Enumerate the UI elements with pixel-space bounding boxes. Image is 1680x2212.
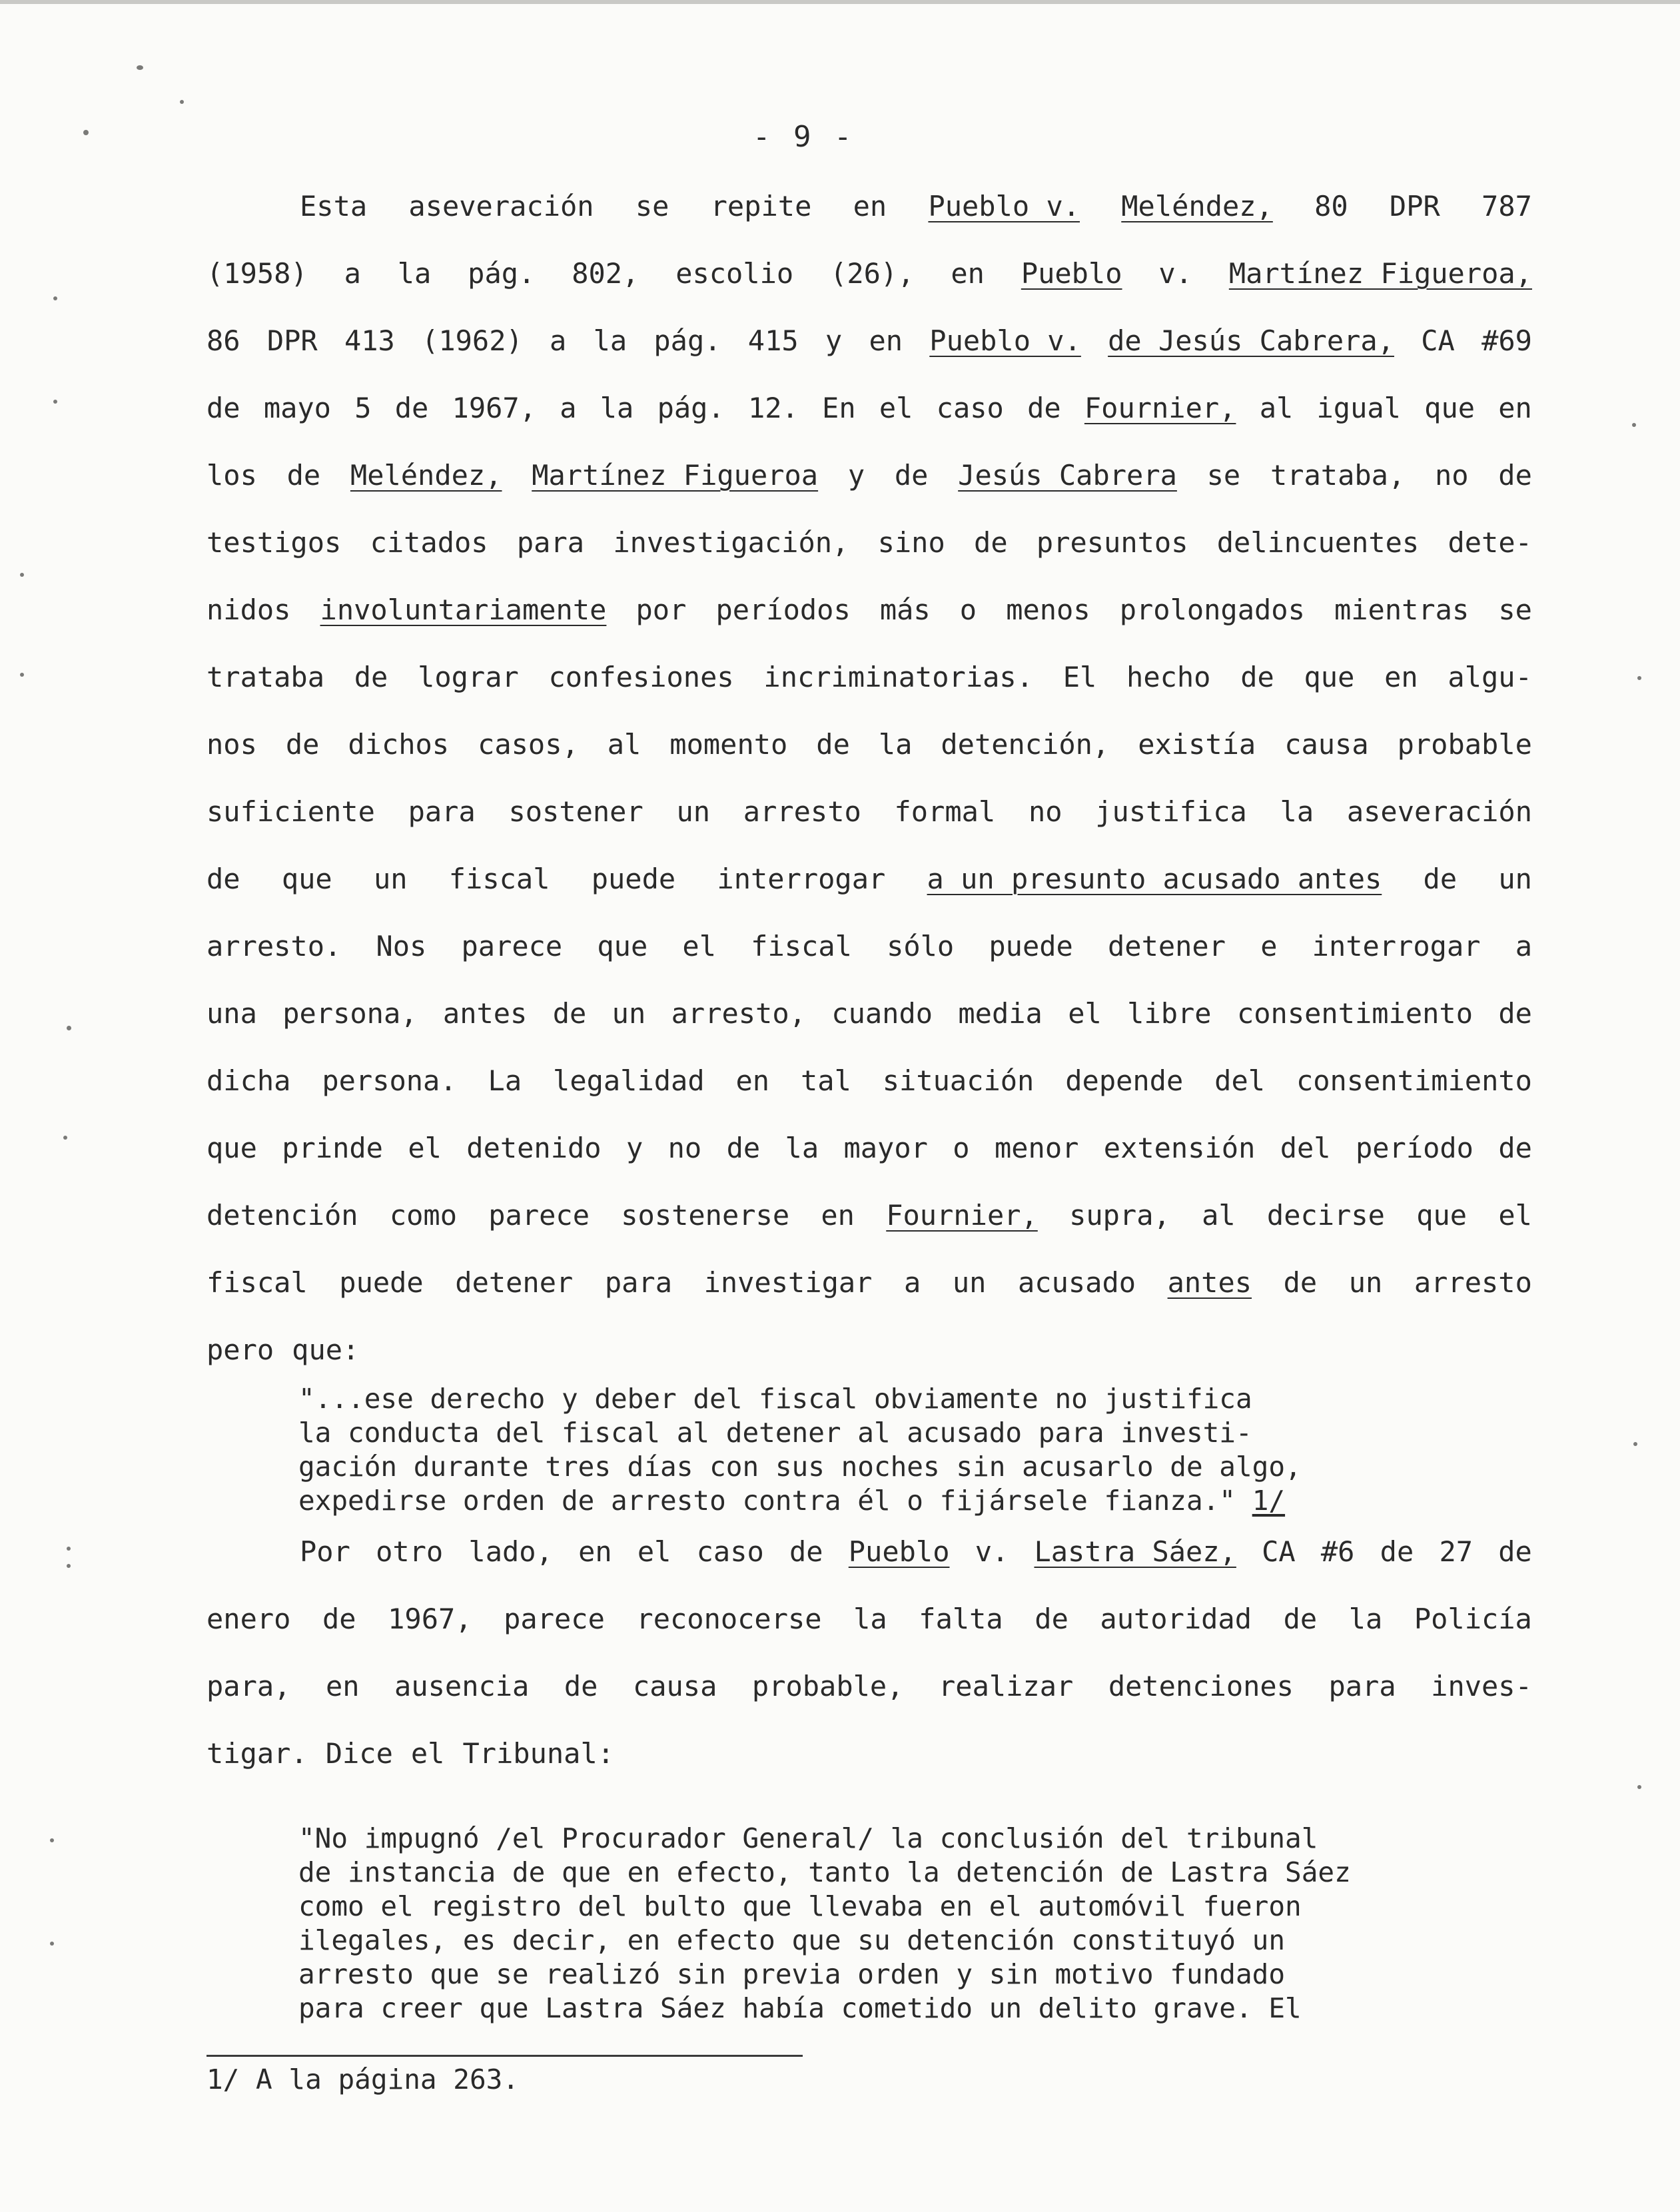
scan-speck — [137, 65, 143, 70]
scan-speck — [1632, 423, 1636, 427]
text-line: de que un fiscal puede interrogar a un presunto acusado antes de un — [207, 863, 1532, 895]
footnote-reference: 1/ — [1252, 1485, 1286, 1517]
scan-speck — [83, 130, 89, 135]
body-paragraph-2 — [207, 1532, 1532, 1801]
quote-line: de instancia de que en efecto, tanto la detención de Lastra Sáez — [298, 1856, 1351, 1888]
quote-line: "No impugnó /el Procurador General/ la conclusión del tribunal — [298, 1822, 1318, 1854]
scan-speck — [53, 296, 57, 300]
text-line: testigos citados para investigación, sino de presuntos delincuentes dete- — [207, 526, 1532, 559]
text-line: suficiente para sostener un arresto formal no justifica la aseveración — [207, 795, 1532, 828]
footnote-divider — [207, 2055, 803, 2057]
text-line: tigar. Dice el Tribunal: — [207, 1737, 615, 1770]
scan-speck — [1637, 1785, 1641, 1789]
quote-line: como el registro del bulto que llevaba en el automóvil fueron — [298, 1890, 1302, 1922]
block-quote-2 — [298, 1822, 1431, 2026]
quote-line: "...ese derecho y deber del fiscal obviamente no justifica — [298, 1383, 1252, 1415]
text-line: nos de dichos casos, al momento de la detención, existía causa probable — [207, 728, 1532, 761]
text-line: que prinde el detenido y no de la mayor o menor extensión del período de — [207, 1132, 1532, 1164]
text-line: Por otro lado, en el caso de Pueblo v. Lastra Sáez, CA #6 de 27 de — [300, 1535, 1532, 1568]
scan-speck — [20, 673, 24, 677]
scan-speck — [67, 1026, 71, 1030]
footnote: 1/ A la página 263. — [207, 2063, 519, 2095]
text-line: de mayo 5 de 1967, a la pág. 12. En el caso de Fournier, al igual que en — [207, 392, 1532, 424]
page-number: - 9 - — [753, 120, 855, 154]
page-top-edge — [0, 0, 1680, 4]
quote-line: gación durante tres días con sus noches sin acusarlo de algo, — [298, 1451, 1302, 1483]
scan-speck — [20, 573, 24, 577]
text-line: para, en ausencia de causa probable, realizar detenciones para inves- — [207, 1670, 1532, 1702]
scan-speck — [1633, 1442, 1637, 1446]
text-line: Esta aseveración se repite en Pueblo v. Meléndez, 80 DPR 787 — [300, 190, 1532, 222]
scan-speck — [67, 1547, 71, 1551]
scan-speck — [180, 100, 184, 104]
scan-speck — [1637, 676, 1641, 680]
body-paragraph-1 — [207, 186, 1532, 1366]
text-line: trataba de lograr confesiones incriminatorias. El hecho de que en algu- — [207, 661, 1532, 693]
text-line: nidos involuntariamente por períodos más o menos prolongados mientras se — [207, 593, 1532, 626]
text-line: pero que: — [207, 1333, 360, 1366]
text-line: una persona, antes de un arresto, cuando media el libre consentimiento de — [207, 997, 1532, 1030]
quote-line: arresto que se realizó sin previa orden y sin motivo fundado — [298, 1958, 1286, 1990]
text-line: 86 DPR 413 (1962) a la pág. 415 y en Pueblo v. de Jesús Cabrera, CA #69 — [207, 324, 1532, 357]
quote-line: expedirse orden de arresto contra él o fijársele fianza." 1/ — [298, 1485, 1286, 1517]
scan-speck — [50, 1942, 54, 1946]
text-line: (1958) a la pág. 802, escolio (26), en Pueblo v. Martínez Figueroa, — [207, 257, 1532, 290]
text-line: arresto. Nos parece que el fiscal sólo puede detener e interrogar a — [207, 930, 1532, 962]
block-quote-1 — [298, 1382, 1431, 1518]
scan-speck — [67, 1564, 71, 1568]
scan-speck — [53, 400, 57, 404]
scan-speck — [63, 1136, 67, 1140]
quote-line: para creer que Lastra Sáez había cometido un delito grave. El — [298, 1992, 1302, 2024]
text-line: fiscal puede detener para investigar a un acusado antes de un arresto — [207, 1266, 1532, 1299]
scan-speck — [50, 1838, 54, 1842]
text-line: los de Meléndez, Martínez Figueroa y de Jesús Cabrera se trataba, no de — [207, 459, 1532, 492]
text-line: detención como parece sostenerse en Fournier, supra, al decirse que el — [207, 1199, 1532, 1232]
quote-line: la conducta del fiscal al detener al acusado para investi- — [298, 1417, 1252, 1449]
text-line: dicha persona. La legalidad en tal situación depende del consentimiento — [207, 1064, 1532, 1097]
quote-line: ilegales, es decir, en efecto que su detención constituyó un — [298, 1924, 1286, 1956]
text-line: enero de 1967, parece reconocerse la falta de autoridad de la Policía — [207, 1603, 1532, 1635]
